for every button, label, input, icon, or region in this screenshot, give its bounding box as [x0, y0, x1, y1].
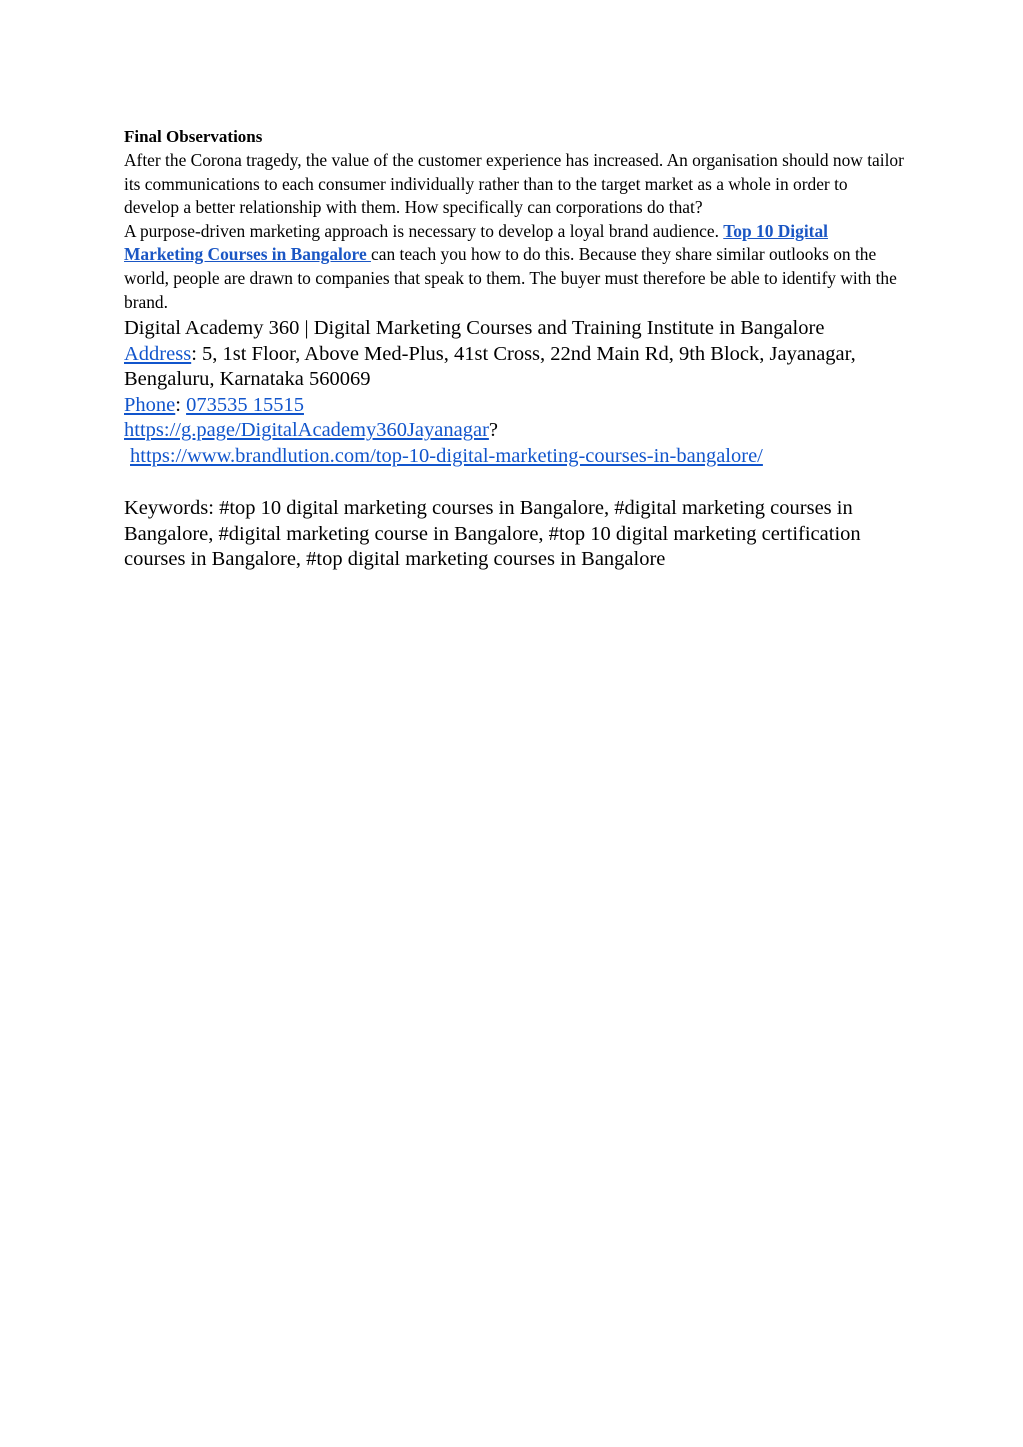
approach-text-after: can teach you how to do this. Because they share similar outlooks on the world, people are drawn to companies that speak to them. The buyer must therefore be able to identify with the brand. — [124, 244, 897, 312]
approach-paragraph — [124, 220, 902, 314]
section-heading: Final Observations — [124, 127, 263, 146]
phone-number-link[interactable]: 073535 15515 — [186, 393, 304, 416]
contact-block — [124, 316, 914, 469]
maps-url-link[interactable]: https://g.page/DigitalAcademy360Jayanagar — [124, 419, 489, 442]
maps-suffix: ? — [488, 419, 499, 442]
business-name: Digital Academy 360 | Digital Marketing Courses and Training Institute in Bangalore — [124, 317, 825, 340]
document-page — [124, 125, 914, 573]
approach-text-before: A purpose-driven marketing approach is necessary to develop a loyal brand audience. — [124, 220, 724, 241]
maps-line — [124, 418, 914, 444]
address-link[interactable]: Address — [124, 342, 192, 365]
keywords-paragraph: Keywords: #top 10 digital marketing courses in Bangalore, #digital marketing courses in Bangalore, #digital marketing course in Bangalore, #top 10 digital marketing certification courses in Bangalore, #top digital marketing courses in Bangalore — [124, 497, 861, 571]
intro-paragraph: After the Corona tragedy, the value of the customer experience has increased. An organisation should now tailor its communications to each consumer individually rather than to the target market as a whole in order to develop a better relationship with them. How specifically can corporations do that? — [124, 150, 904, 218]
phone-line — [124, 393, 914, 419]
phone-label-link[interactable]: Phone — [124, 393, 176, 416]
site-line — [124, 444, 914, 470]
site-url-link[interactable]: https://www.brandlution.com/top-10-digital-marketing-courses-in-bangalore/ — [130, 444, 763, 467]
address-value: : 5, 1st Floor, Above Med-Plus, 41st Cross, 22nd Main Rd, 9th Block, Jayanagar, Bengaluru, Karnataka 560069 — [124, 342, 856, 391]
address-line — [124, 342, 914, 393]
top-10-courses-link[interactable]: Top 10 Digital Marketing Courses in Bangalore — [124, 220, 828, 265]
phone-separator: : — [175, 393, 187, 416]
